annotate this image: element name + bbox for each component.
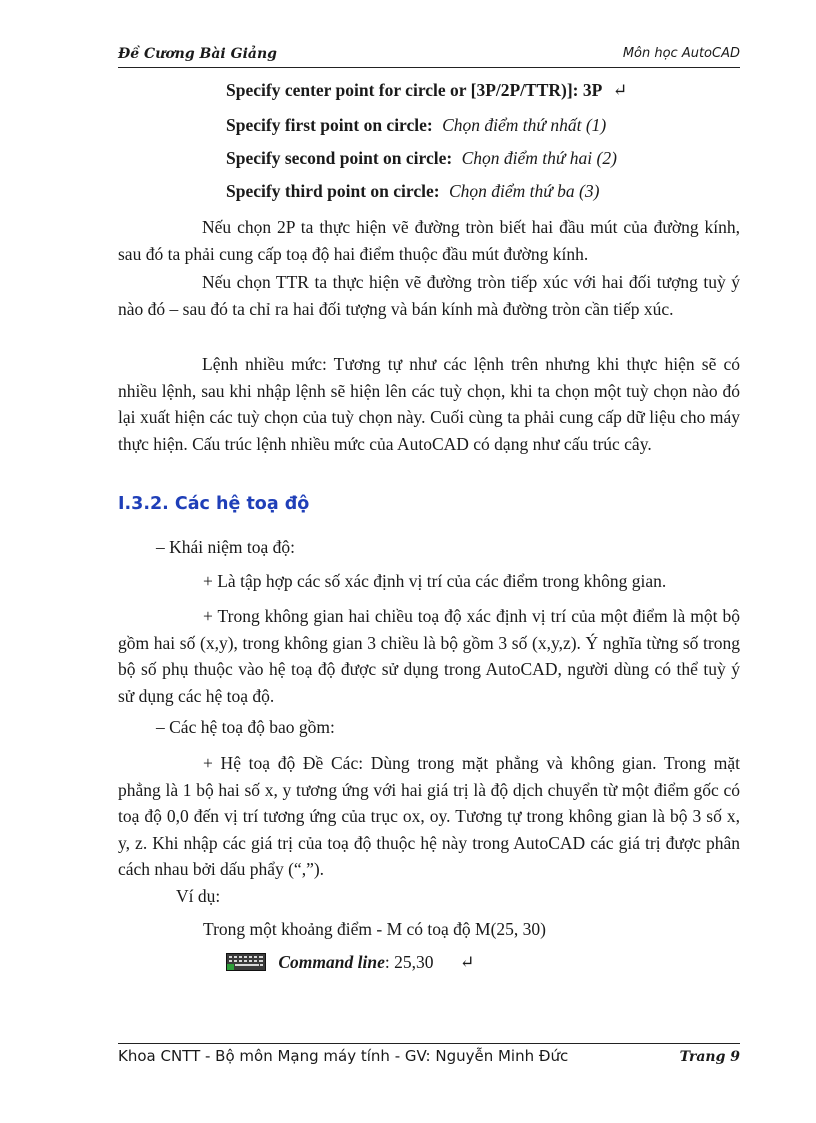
command-line-2 xyxy=(226,114,606,136)
bullet-concept-1: + Là tập hợp các số xác định vị trí của các điểm trong không gian. xyxy=(203,571,667,591)
command-line-value: : 25,30 xyxy=(384,952,434,972)
command-prompt: Specify first point on circle: xyxy=(226,115,433,135)
paragraph-multilevel xyxy=(118,351,740,457)
example-line: Trong một khoảng điểm - M có toạ độ M(25, 30) xyxy=(203,919,547,939)
section-heading: I.3.2. Các hệ toạ độ xyxy=(118,494,310,514)
footer-credit: Khoa CNTT - Bộ môn Mạng máy tính - GV: Nguyễn Minh Đức xyxy=(118,1047,569,1065)
command-line-1 xyxy=(226,79,627,101)
command-line-label: Command line xyxy=(278,952,385,972)
enter-symbol: ↵ xyxy=(612,80,628,100)
paragraph-text: + Hệ toạ độ Đề Các: Dùng trong mặt phẳng và không gian. Trong mặt phẳng là 1 bộ hai số x, y tương ứng với hai giá trị là độ dịch chuyển từ một điểm gốc có toạ độ 0,0 đến vị trí tương ứng của trục ox, oy. Tương tự trong không gian là bộ 3 số x, y, z. Khi nhập các giá trị của toạ độ thuộc hệ này trong AutoCAD các giá trị được phân cách nhau bởi dấu phẩy (“,”). xyxy=(118,753,740,879)
header-divider xyxy=(118,67,740,68)
paragraph-text: Nếu chọn TTR ta thực hiện vẽ đường tròn tiếp xúc với hai đối tượng tuỳ ý nào đó – sau đó ta chỉ ra hai đối tượng và bán kính mà đường tròn cần tiếp xúc. xyxy=(118,272,740,319)
command-line-3 xyxy=(226,147,617,169)
paragraph-text: Nếu chọn 2P ta thực hiện vẽ đường tròn biết hai đầu mút của đường kính, sau đó ta phải cung cấp toạ độ hai điểm thuộc đầu mút đường kính. xyxy=(118,217,740,264)
page-number: Trang 9 xyxy=(679,1049,740,1065)
enter-symbol: ↵ xyxy=(459,952,475,972)
footer-divider xyxy=(118,1043,740,1044)
paragraph-ttr xyxy=(118,269,740,322)
header-subject: Môn học AutoCAD xyxy=(622,46,740,61)
keyboard-icon xyxy=(226,953,266,971)
command-response: Chọn điểm thứ ba (3) xyxy=(448,181,600,201)
example-label: Ví dụ: xyxy=(176,886,221,906)
paragraph-text: Lệnh nhiều mức: Tương tự như các lệnh trên nhưng khi thực hiện sẽ có nhiều lệnh, sau khi nhập lệnh sẽ hiện lên các tuỳ chọn, khi ta chọn một tuỳ chọn nào đó lại xuất hiện các tuỳ chọn của tuỳ chọn này. Cuối cùng ta phải cung cấp dữ liệu cho máy thực hiện. Cấu trúc lệnh nhiều mức của AutoCAD có dạng như cấu trúc cây. xyxy=(118,354,740,454)
paragraph-2p xyxy=(118,214,740,267)
header-title: Đề Cương Bài Giảng xyxy=(118,46,277,62)
command-line-4 xyxy=(226,180,599,202)
command-response: Chọn điểm thứ hai (2) xyxy=(461,148,617,168)
command-response: Chọn điểm thứ nhất (1) xyxy=(442,115,607,135)
paragraph-text: + Trong không gian hai chiều toạ độ xác định vị trí của một điểm là một bộ gồm hai số (x,y), trong không gian 3 chiều là bộ gồm 3 số (x,y,z). Ý nghĩa từng số trong bộ số phụ thuộc vào hệ toạ độ được sử dụng trong AutoCAD, người dùng có thể tuỳ ý sử dụng các hệ toạ độ. xyxy=(118,606,740,706)
bullet-systems: – Các hệ toạ độ bao gồm: xyxy=(156,717,335,737)
bullet-concept: – Khái niệm toạ độ: xyxy=(156,537,296,557)
command-prompt: Specify second point on circle: xyxy=(226,148,453,168)
bullet-concept-2 xyxy=(118,603,740,709)
page-header xyxy=(118,44,740,66)
command-prompt: Specify third point on circle: xyxy=(226,181,440,201)
bullet-systems-1 xyxy=(118,750,740,883)
command-prompt: Specify center point for circle or [3P/2P/TTR)]: 3P xyxy=(226,80,603,100)
command-line-example xyxy=(226,951,475,973)
